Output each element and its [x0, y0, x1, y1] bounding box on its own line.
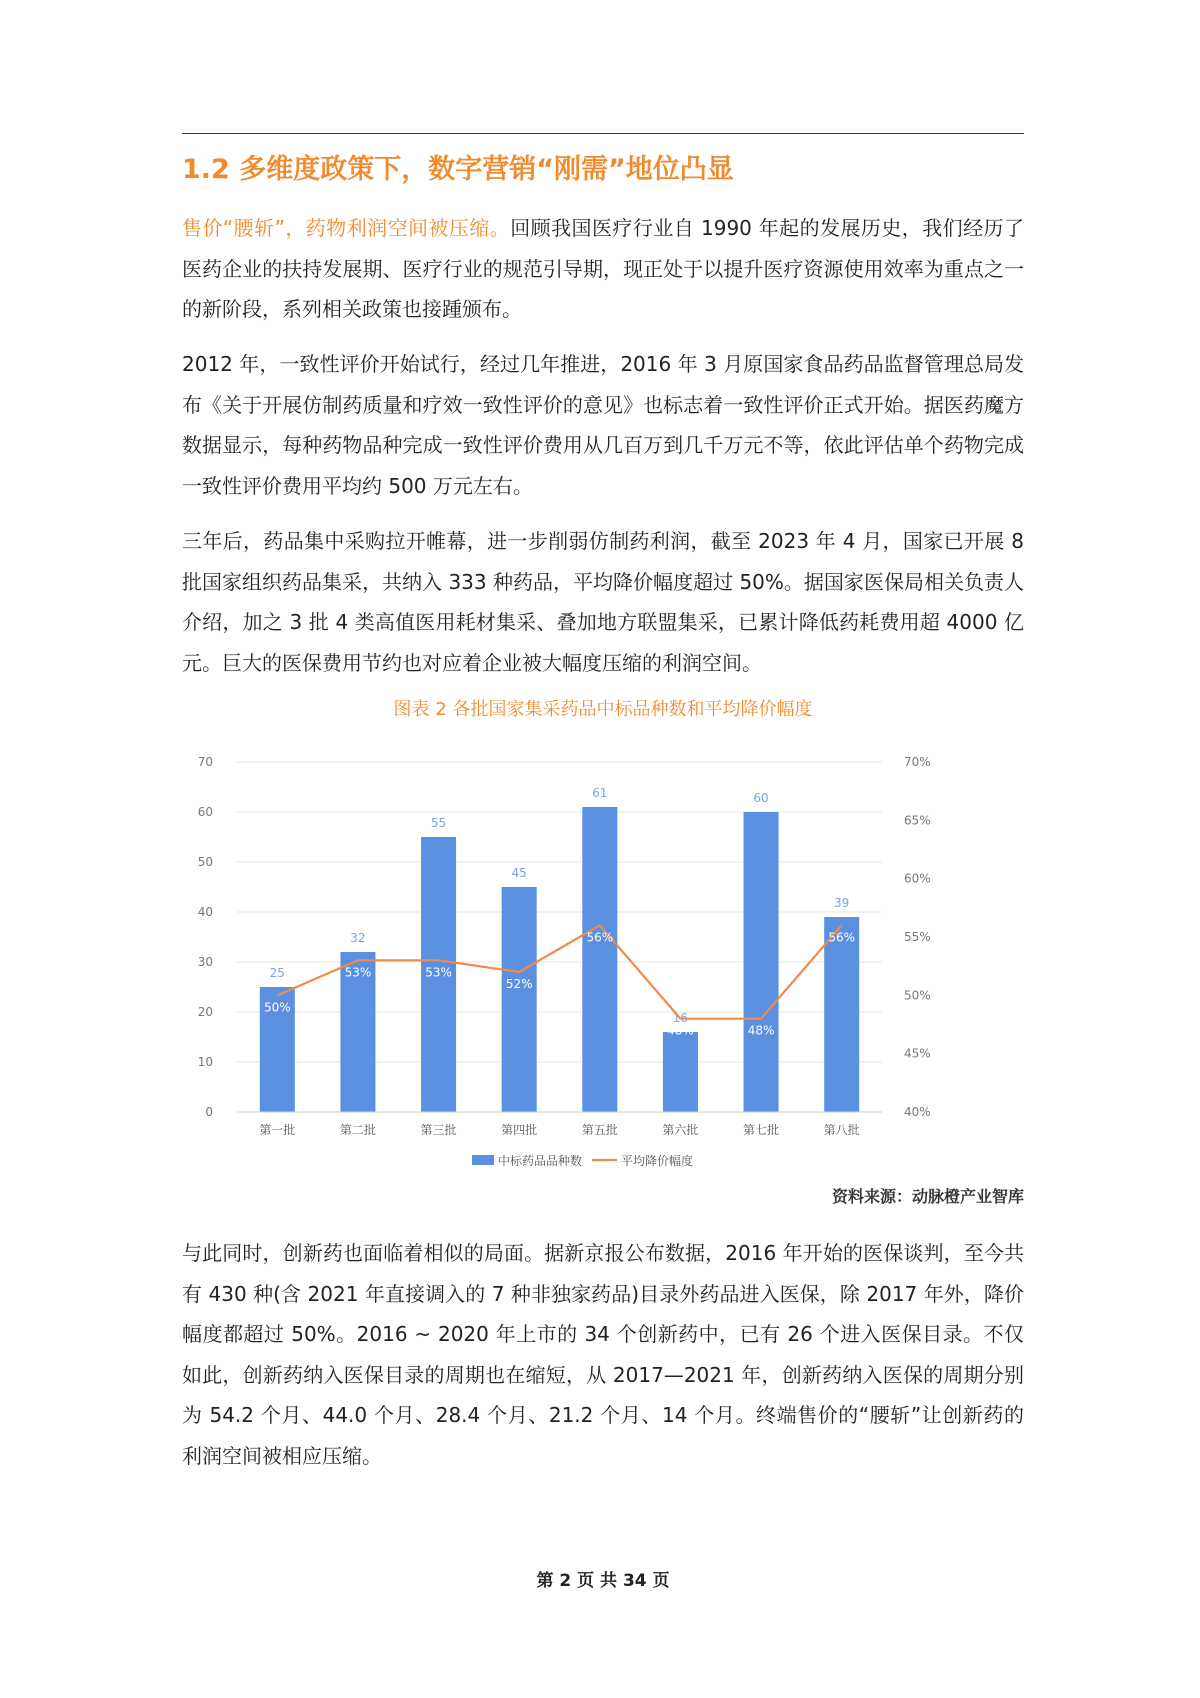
bar-line-chart — [182, 735, 1024, 1180]
bar-value-label: 25 — [269, 966, 285, 980]
right-axis-tick-label: 45% — [904, 1046, 931, 1061]
left-axis-tick-label: 0 — [205, 1105, 213, 1119]
bar — [502, 887, 537, 1112]
legend-swatch-bar — [472, 1155, 494, 1165]
right-axis-tick-label: 65% — [904, 813, 931, 828]
x-axis-tick-label: 第六批 — [662, 1123, 699, 1137]
bar — [582, 807, 617, 1112]
paragraph-3: 三年后，药品集中采购拉开帷幕，进一步削弱仿制药利润，截至 2023 年 4 月，国家已开展 8 批国家组织药品集采，共纳入 333 种药品，平均降价幅度超过 50%。据国家医保局相关负责人介绍，加之 3 批 4 类高值医用耗材集采、叠加地方联盟集采，已累计降低药耗费用超 4000 亿元。巨大的医保费用节约也对应着企业被大幅度压缩的利润空间。 — [182, 529, 1024, 675]
x-axis-tick-label: 第二批 — [339, 1123, 376, 1137]
line-point-label: 53% — [344, 965, 372, 980]
figure-source: 资料来源：动脉橙产业智库 — [831, 1187, 1024, 1206]
right-axis-tick-label: 50% — [904, 988, 931, 1003]
right-axis-tick-label: 60% — [904, 871, 931, 886]
left-axis-tick-label: 50 — [197, 855, 213, 869]
x-axis-tick-label: 第八批 — [823, 1123, 860, 1137]
paragraph-2: 2012 年，一致性评价开始试行，经过几年推进，2016 年 3 月原国家食品药品监督管理总局发布《关于开展仿制药质量和疗效一致性评价的意见》也标志着一致性评价正式开始。据医药魔方数据显示，每种药物品种完成一致性评价费用从几百万到几千万元不等，依此评估单个药物完成一致性评价费用平均约 500 万元左右。 — [182, 352, 1024, 498]
line-point-label: 50% — [263, 1000, 291, 1015]
left-axis-tick-label: 30 — [197, 955, 213, 969]
right-axis-tick-label: 70% — [904, 755, 931, 769]
bar-value-label: 39 — [834, 896, 850, 910]
line-point-label: 52% — [505, 977, 533, 991]
page-footer: 第 2 页 共 34 页 — [536, 1571, 670, 1591]
bar-value-label: 60 — [753, 791, 769, 805]
line-point-label: 48% — [667, 1023, 694, 1038]
bar-value-label: 16 — [672, 1011, 689, 1025]
legend-label-bar: 中标药品品种数 — [498, 1154, 583, 1168]
figure-caption: 图表 2 各批国家集采药品中标品种数和平均降价幅度 — [393, 699, 813, 720]
bar — [824, 917, 859, 1112]
section-title: 1.2 多维度政策下，数字营销“刚需”地位凸显 — [182, 154, 734, 185]
left-axis-tick-label: 70 — [197, 755, 213, 769]
left-axis-tick-label: 10 — [197, 1055, 213, 1069]
bar-value-label: 45 — [511, 866, 527, 880]
x-axis-tick-label: 第七批 — [743, 1123, 780, 1137]
x-axis-tick-label: 第一批 — [259, 1123, 296, 1137]
paragraph-4: 与此同时，创新药也面临着相似的局面。据新京报公布数据，2016 年开始的医保谈判，至今共有 430 种(含 2021 年直接调入的 7 种非独家药品)目录外药品进入医保，除 2017 年外，降价幅度都超过 50%。2016 ~ 2020 年上市的 34 个创新药中，已有 26 个进入医保目录。不仅如此，创新药纳入医保目录的周期也在缩短，从 2017—2021 年，创新药纳入医保的周期分别为 54.2 个月、44.0 个月、28.4 个月、21.2 个月、14 个月。终端售价的“腰斩”让创新药的利润空间被相应压缩。 — [182, 1241, 1024, 1468]
paragraph-1-lead: 售价“腰斩”，药物利润空间被压缩。 — [182, 216, 511, 240]
x-axis-tick-label: 第四批 — [501, 1123, 538, 1137]
bar — [744, 812, 779, 1112]
right-axis-tick-label: 55% — [904, 930, 931, 944]
right-axis-tick-label: 40% — [904, 1105, 931, 1119]
bar-value-label: 32 — [350, 931, 366, 945]
left-axis-tick-label: 20 — [197, 1005, 213, 1019]
line-point-label: 53% — [425, 965, 452, 980]
x-axis-tick-label: 第三批 — [420, 1123, 457, 1137]
bar-value-label: 61 — [592, 786, 608, 800]
legend-label-line: 平均降价幅度 — [621, 1154, 694, 1168]
line-point-label: 48% — [747, 1023, 775, 1038]
x-axis-tick-label: 第五批 — [581, 1123, 618, 1137]
top-rule — [182, 133, 1024, 134]
line-point-label: 56% — [828, 930, 856, 945]
left-axis-tick-label: 40 — [197, 905, 213, 919]
paragraph-1 — [182, 208, 1024, 330]
line-point-label: 56% — [586, 930, 614, 945]
bar — [663, 1032, 698, 1112]
bar-value-label: 55 — [430, 816, 447, 830]
paragraph-1-body: 回顾我国医疗行业自 1990 年起的发展历史，我们经历了医药企业的扶持发展期、医疗行业的规范引导期，现正处于以提升医疗资源使用效率为重点之一的新阶段，系列相关政策也接踵颁布。 — [182, 216, 1024, 321]
left-axis-tick-label: 60 — [197, 805, 213, 819]
